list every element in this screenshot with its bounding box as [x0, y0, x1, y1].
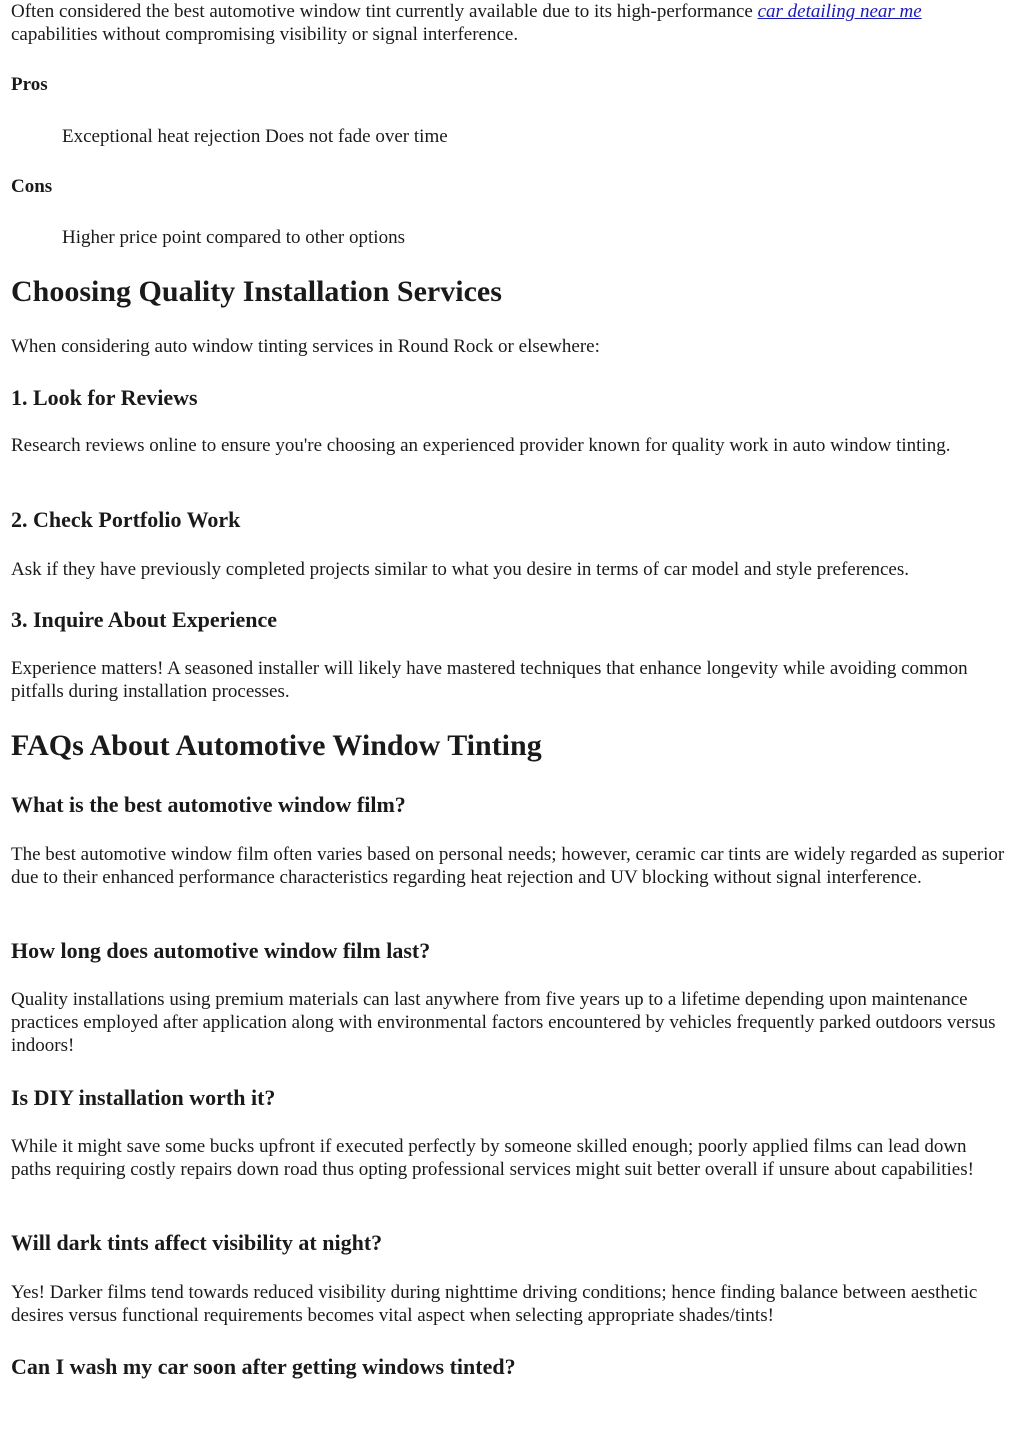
cons-items: Higher price point compared to other options	[62, 227, 405, 248]
pros-label: Pros	[11, 74, 48, 95]
intro-text-after: capabilities without compromising visibility or signal interference.	[11, 24, 519, 45]
faq-question: What is the best automotive window film?	[11, 792, 406, 817]
step-2-body: Ask if they have previously completed projects similar to what you desire in terms of car model and style preferences.	[11, 559, 910, 580]
intro-paragraph	[11, 0, 1011, 46]
intro-text-before: Often considered the best automotive window tint currently available due to its high-performance	[11, 1, 758, 22]
pros-items: Exceptional heat rejection Does not fade over time	[62, 126, 448, 147]
faq-question: Will dark tints affect visibility at night?	[11, 1230, 383, 1255]
faq-question: Is DIY installation worth it?	[11, 1085, 276, 1110]
installation-heading: Choosing Quality Installation Services	[11, 275, 502, 308]
step-1-heading: 1. Look for Reviews	[11, 385, 198, 410]
faq-answer: The best automotive window film often varies based on personal needs; however, ceramic car tints are widely regarded as superior due to their enhanced performance characteristics regarding heat rejection and UV blocking without signal interference.	[11, 844, 1005, 888]
step-3-body: Experience matters! A seasoned installer will likely have mastered techniques that enhance longevity while avoiding common pitfalls during installation processes.	[11, 658, 968, 702]
faq-answer: While it might save some bucks upfront if executed perfectly by someone skilled enough; poorly applied films can lead down paths requiring costly repairs down road thus opting professional services might suit better overall if unsure about capabilities!	[11, 1136, 974, 1180]
cons-label: Cons	[11, 176, 53, 197]
faqs-heading: FAQs About Automotive Window Tinting	[11, 729, 542, 762]
faq-question: Can I wash my car soon after getting windows tinted?	[11, 1354, 516, 1379]
car-detailing-link[interactable]: car detailing near me	[757, 1, 922, 22]
faq-question: How long does automotive window film last?	[11, 938, 431, 963]
step-2-heading: 2. Check Portfolio Work	[11, 507, 241, 532]
faq-answer: Quality installations using premium materials can last anywhere from five years up to a lifetime depending upon maintenance practices employed after application along with environmental factors encountered by vehicles frequently parked outdoors versus indoors!	[11, 989, 996, 1056]
step-1-body: Research reviews online to ensure you're choosing an experienced provider known for quality work in auto window tinting.	[11, 435, 951, 456]
step-3-heading: 3. Inquire About Experience	[11, 607, 278, 632]
installation-intro: When considering auto window tinting services in Round Rock or elsewhere:	[11, 336, 600, 357]
faq-answer: Yes! Darker films tend towards reduced visibility during nighttime driving conditions; hence finding balance between aesthetic desires versus functional requirements becomes vital aspect when selecting appropriate shades/tints!	[11, 1282, 978, 1326]
